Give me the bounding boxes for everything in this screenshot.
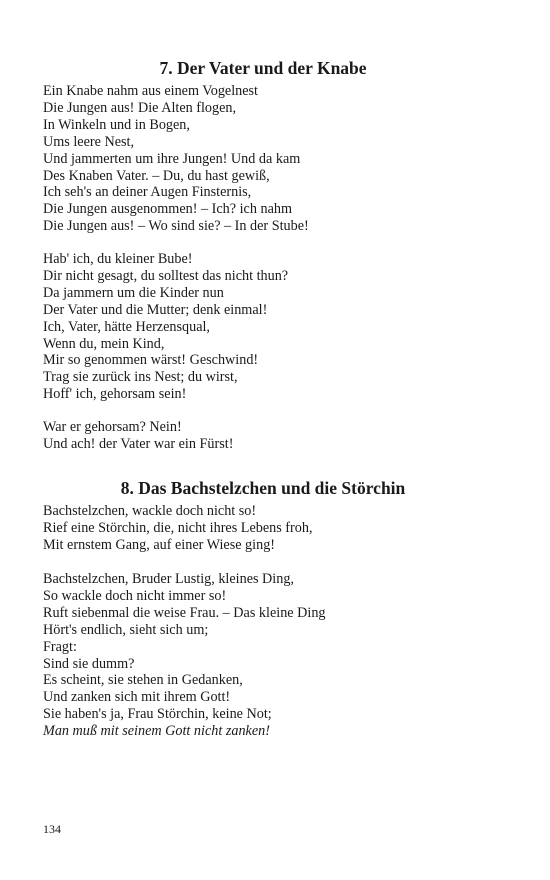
- verse-line: Trag sie zurück ins Nest; du wirst,: [43, 369, 238, 386]
- poem-7-stanza-1: [43, 83, 309, 235]
- verse-line: Da jammern um die Kinder nun: [43, 284, 224, 301]
- verse-line: Und ach! der Vater war ein Fürst!: [43, 435, 234, 452]
- verse-line: Bachstelzchen, wackle doch nicht so!: [43, 503, 257, 519]
- verse-line: Sind sie dumm?: [43, 655, 135, 672]
- verse-line: Ein Knabe nahm aus einem Vogelnest: [43, 83, 258, 99]
- verse-line: Mir so genommen wärst! Geschwind!: [43, 352, 259, 369]
- poem-7-stanza-3: [43, 419, 233, 453]
- poem-7-stanza-2: [43, 251, 288, 403]
- verse-line: Hört's endlich, sieht sich um;: [43, 621, 209, 638]
- poem-8-stanza-2: [43, 571, 326, 740]
- poem-8-stanza-1: [43, 503, 313, 554]
- verse-line: Ums leere Nest,: [43, 133, 135, 150]
- verse-line: Ich seh's an deiner Augen Finsternis,: [43, 184, 252, 201]
- verse-line: Mit ernstem Gang, auf einer Wiese ging!: [43, 536, 276, 553]
- verse-line: War er gehorsam? Nein!: [43, 419, 182, 435]
- verse-line: So wackle doch nicht immer so!: [43, 587, 227, 604]
- verse-line: Die Jungen aus! Die Alten flogen,: [43, 99, 237, 116]
- verse-line: Die Jungen ausgenommen! – Ich? ich nahm: [43, 201, 292, 218]
- verse-line: Die Jungen aus! – Wo sind sie? – In der Stube!: [43, 218, 309, 235]
- verse-line: Dir nicht gesagt, du solltest das nicht thun?: [43, 267, 289, 284]
- verse-line: Bachstelzchen, Bruder Lustig, kleines Ding,: [43, 571, 294, 587]
- verse-line: Fragt:: [43, 638, 77, 655]
- verse-line: Und zanken sich mit ihrem Gott!: [43, 689, 231, 706]
- verse-line: Und jammerten um ihre Jungen! Und da kam: [43, 150, 301, 167]
- page-number: 134: [43, 822, 61, 836]
- verse-line: Wenn du, mein Kind,: [43, 335, 165, 352]
- poem-title-7: 7. Der Vater und der Knabe: [159, 58, 367, 78]
- verse-line-italic: Man muß mit seinem Gott nicht zanken!: [43, 723, 270, 740]
- verse-line: Ich, Vater, hätte Herzensqual,: [43, 318, 210, 335]
- verse-line: In Winkeln und in Bogen,: [43, 116, 190, 133]
- verse-line: Hoff' ich, gehorsam sein!: [43, 386, 187, 403]
- verse-line: Sie haben's ja, Frau Störchin, keine Not;: [43, 706, 272, 723]
- verse-line: Rief eine Störchin, die, nicht ihres Lebens froh,: [43, 519, 313, 536]
- verse-line: Hab' ich, du kleiner Bube!: [43, 251, 193, 267]
- poem-title-8: 8. Das Bachstelzchen und die Störchin: [120, 478, 406, 498]
- verse-line: Der Vater und die Mutter; denk einmal!: [43, 301, 268, 318]
- verse-line: Es scheint, sie stehen in Gedanken,: [43, 672, 243, 689]
- verse-line: Des Knaben Vater. – Du, du hast gewiß,: [43, 167, 270, 184]
- verse-line: Ruft siebenmal die weise Frau. – Das kleine Ding: [43, 604, 326, 621]
